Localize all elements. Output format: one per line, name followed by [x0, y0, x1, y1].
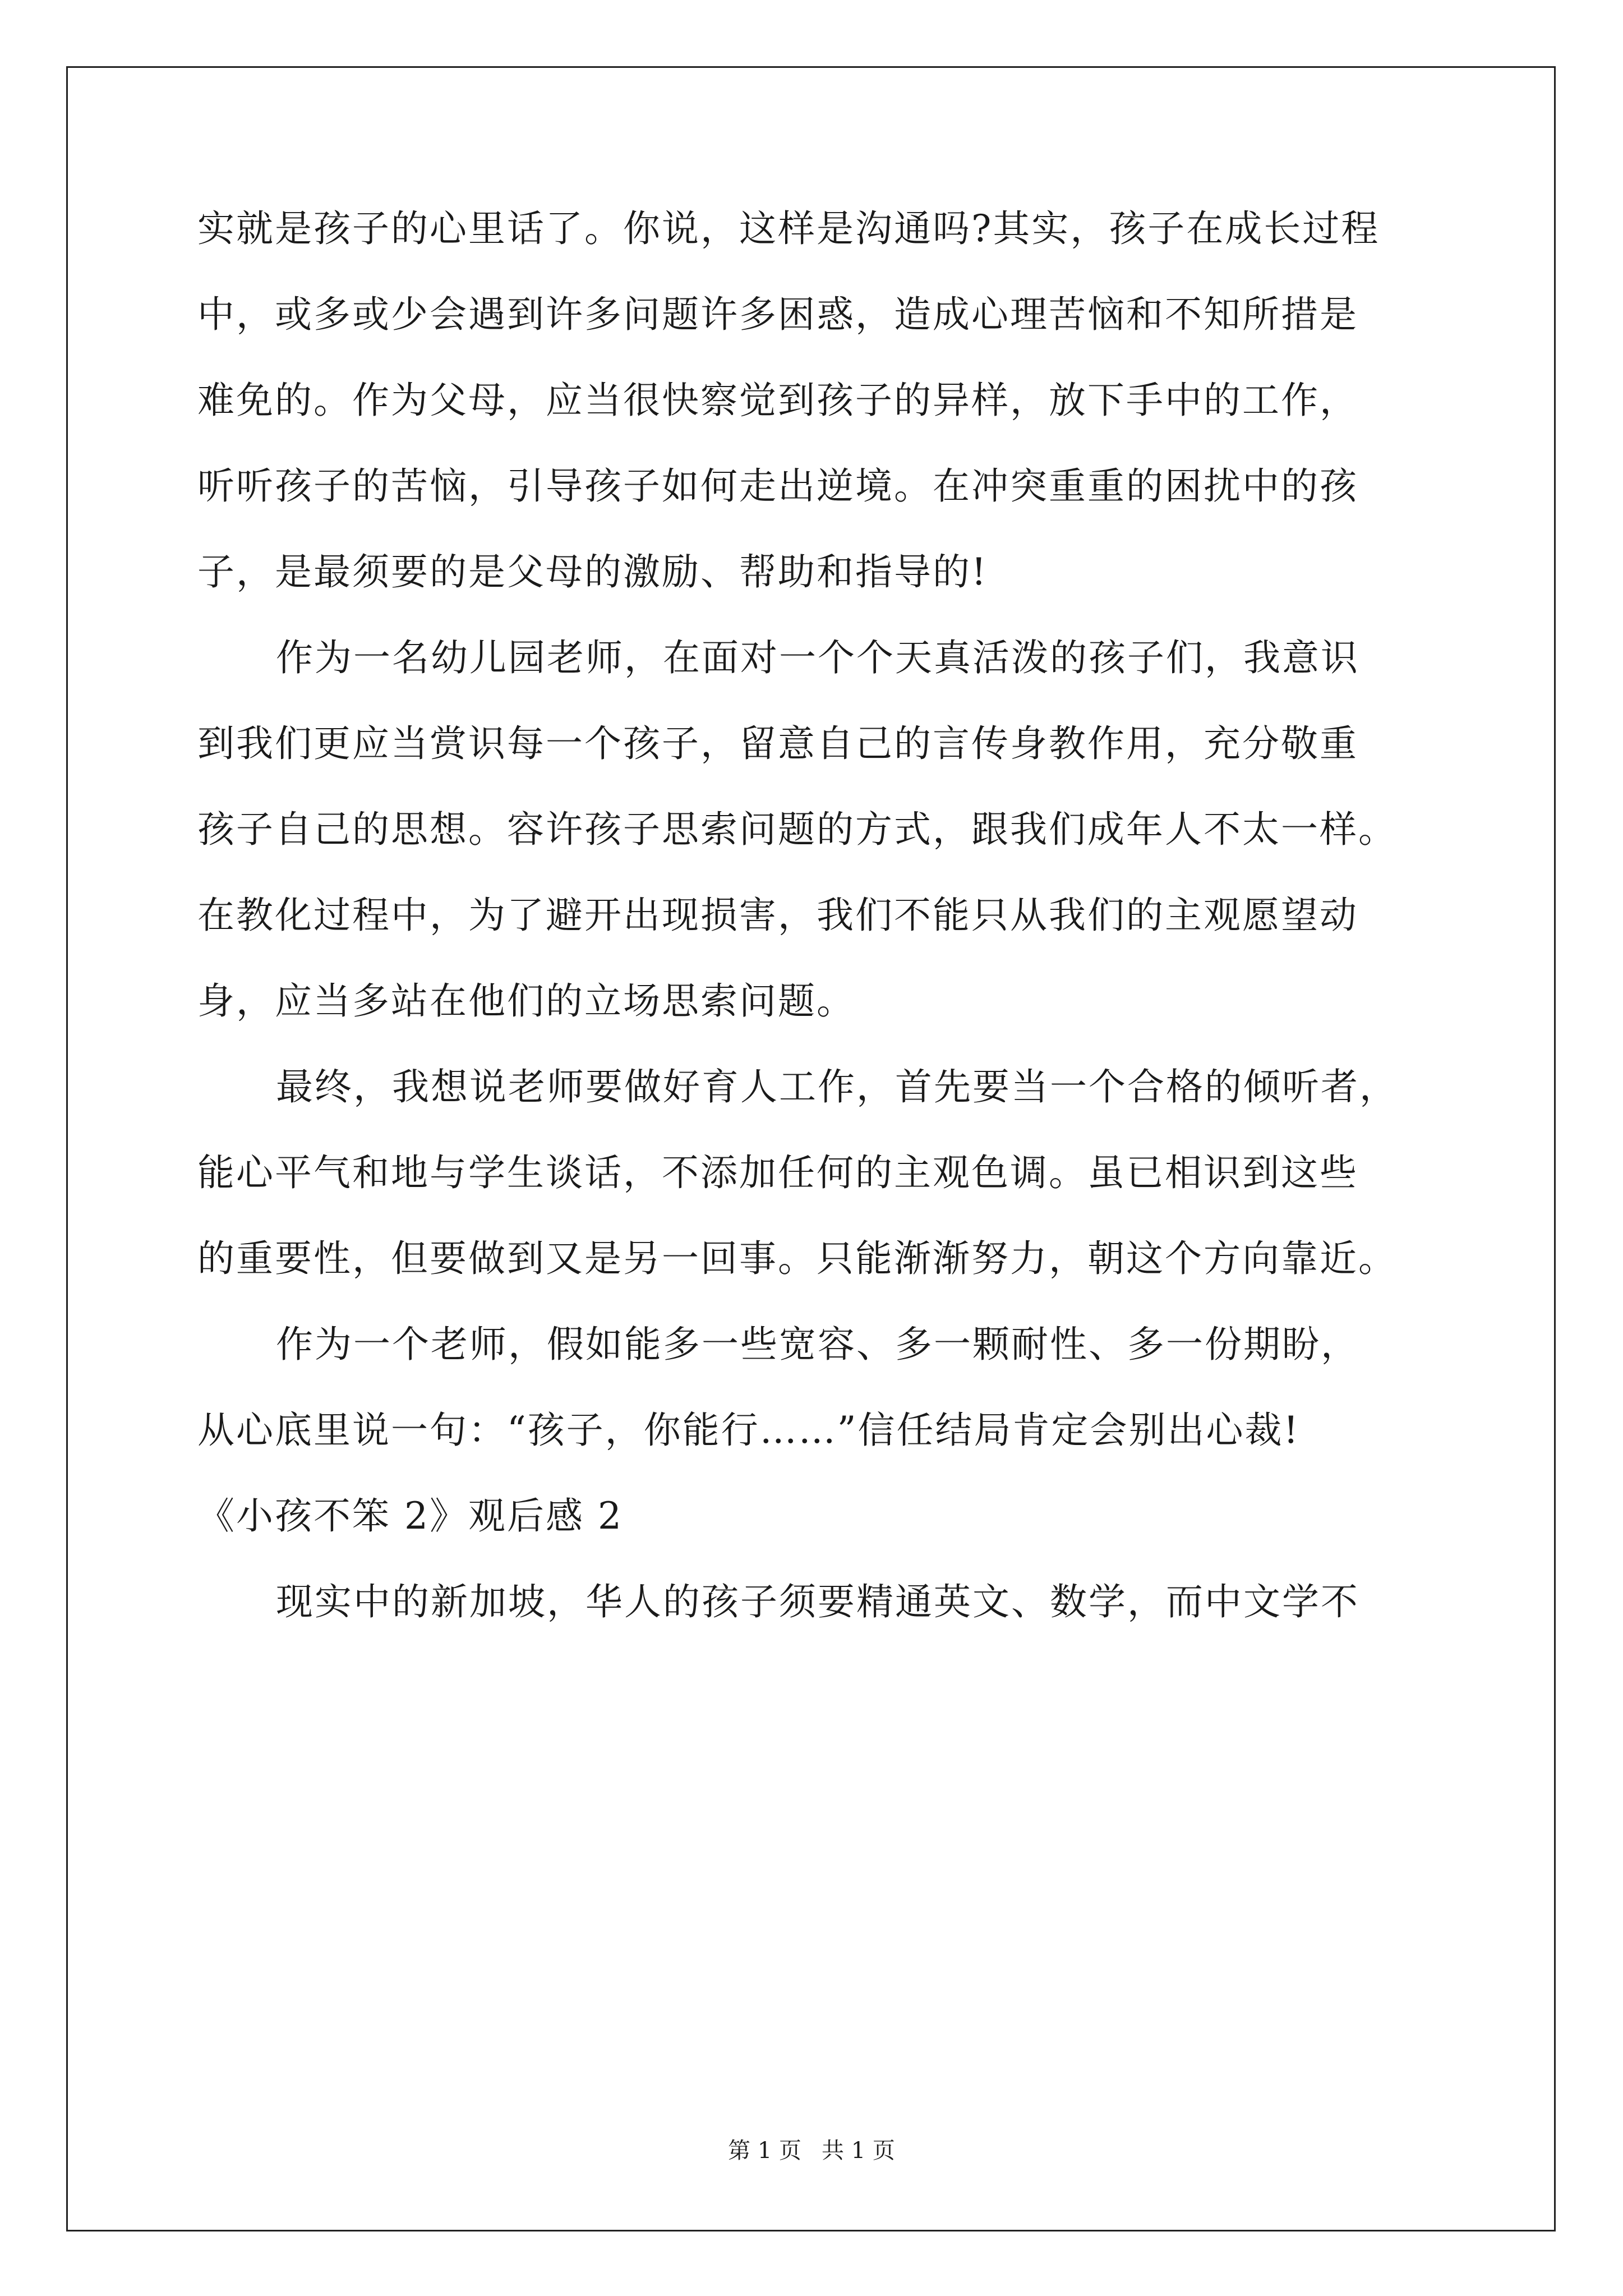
text-line: 在教化过程中，为了避开出现损害，我们不能只从我们的主观愿望动	[197, 894, 1358, 937]
text-line: 到我们更应当赏识每一个孩子，留意自己的言传身教作用，充分敬重	[197, 722, 1358, 765]
text-line: 子，是最须要的是父母的激励、帮助和指导的!	[197, 550, 988, 593]
text-line: 从心底里说一句：“孩子，你能行……”信任结局肯定会别出心裁!	[197, 1409, 1301, 1452]
paragraph-start-line: 作为一个老师，假如能多一些宽容、多一颗耐性、多一份期盼，	[276, 1323, 1359, 1366]
paragraph-start-line: 最终，我想说老师要做好育人工作，首先要当一个合格的倾听者，	[276, 1065, 1398, 1108]
page-footer	[0, 2137, 1623, 2164]
document-body	[197, 208, 1426, 1623]
page-count: 共 1 页	[822, 2138, 895, 2164]
paragraph-start-line: 作为一名幼儿园老师，在面对一个个天真活泼的孩子们，我意识	[276, 636, 1359, 679]
text-line: 的重要性，但要做到又是另一回事。只能渐渐努力，朝这个方向靠近。	[197, 1237, 1397, 1280]
page-number: 第 1 页	[728, 2138, 801, 2164]
text-line: 孩子自己的思想。容许孩子思索问题的方式，跟我们成年人不太一样。	[197, 808, 1397, 851]
text-line: 身，应当多站在他们的立场思索问题。	[197, 979, 855, 1023]
text-line: 实就是孩子的心里话了。你说，这样是沟通吗?其实，孩子在成长过程	[197, 207, 1380, 250]
text-line: 听听孩子的苦恼，引导孩子如何走出逆境。在冲突重重的困扰中的孩	[197, 464, 1358, 508]
section-heading: 《小孩不笨 2》观后感 2	[197, 1494, 623, 1538]
text-line: 中，或多或少会遇到许多问题许多困惑，造成心理苦恼和不知所措是	[197, 293, 1358, 336]
text-line: 难免的。作为父母，应当很快察觉到孩子的异样，放下手中的工作，	[197, 379, 1358, 422]
text-line: 能心平气和地与学生谈话，不添加任何的主观色调。虽已相识到这些	[197, 1151, 1358, 1194]
paragraph-start-line: 现实中的新加坡，华人的孩子须要精通英文、数学，而中文学不	[276, 1580, 1359, 1623]
